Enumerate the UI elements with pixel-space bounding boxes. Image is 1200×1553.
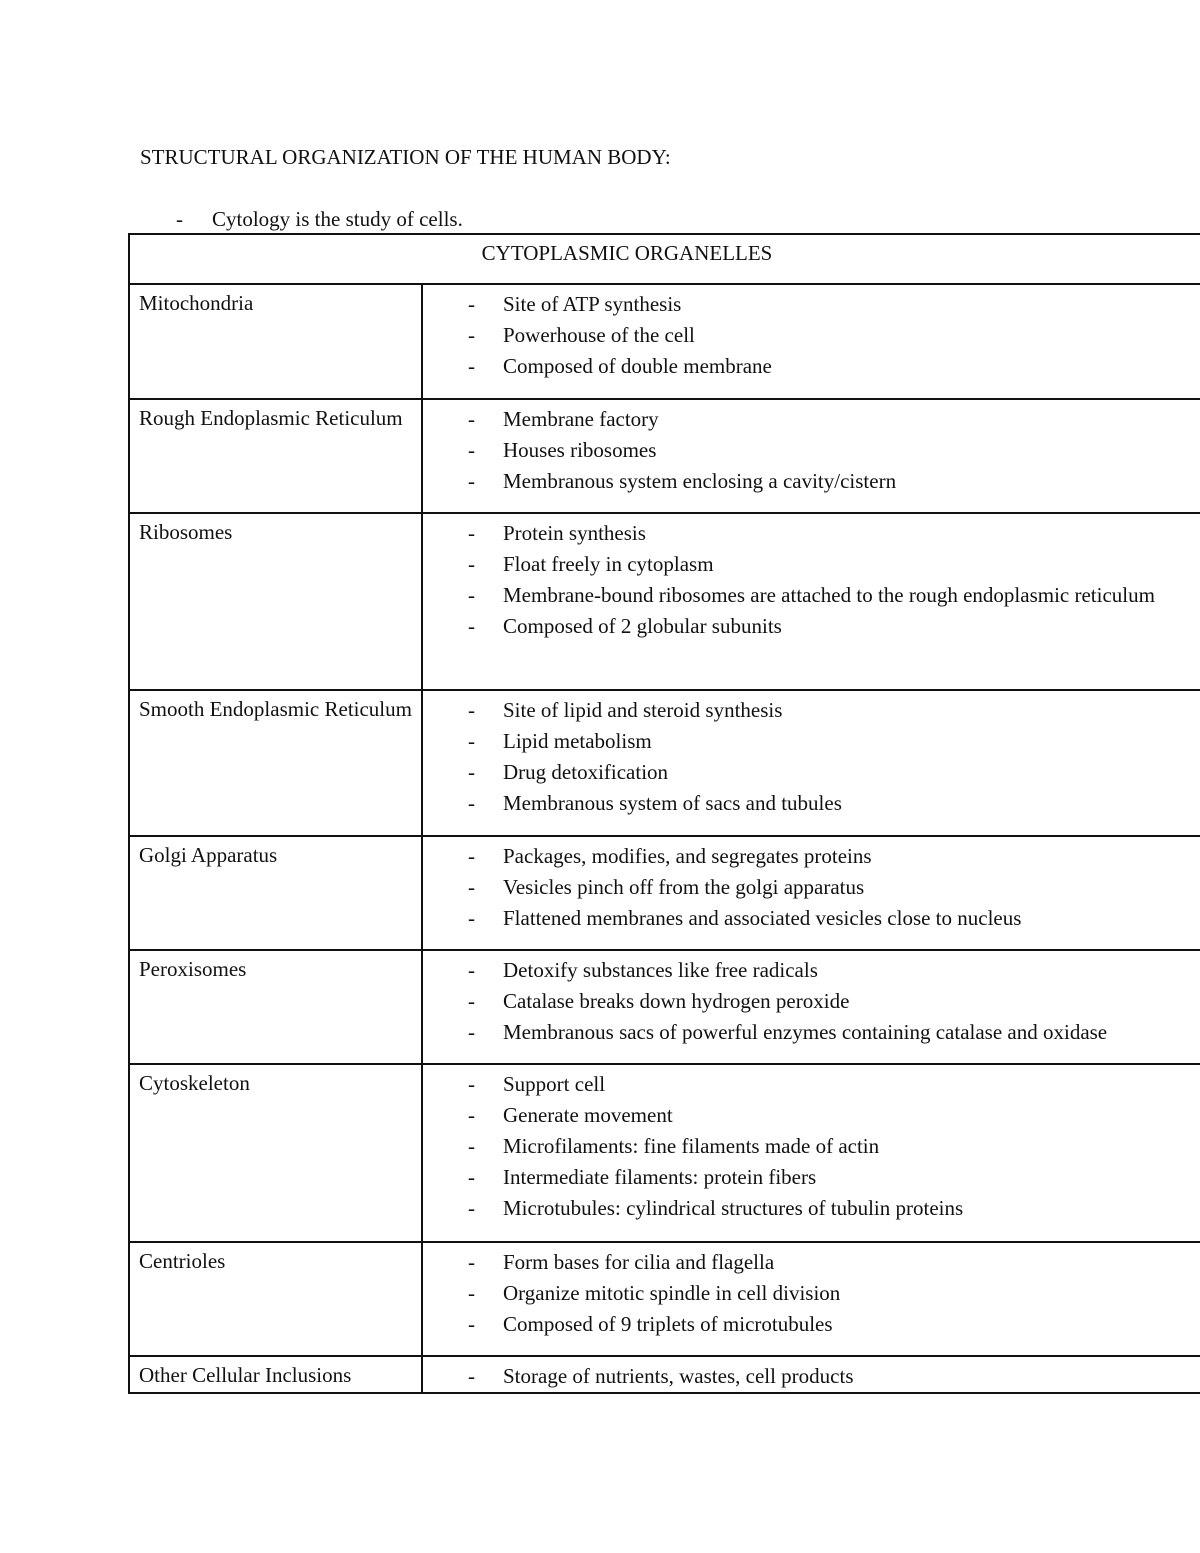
list-item: - Microtubules: cylindrical structures of tubulin proteins — [423, 1193, 1200, 1224]
list-item: - Generate movement — [423, 1100, 1200, 1131]
description-list — [423, 1361, 1200, 1392]
list-item: - Microfilaments: fine filaments made of actin — [423, 1131, 1200, 1162]
description-list — [423, 955, 1200, 1048]
list-item: - Form bases for cilia and flagella — [423, 1247, 1200, 1278]
list-item: - Packages, modifies, and segregates proteins — [423, 841, 1200, 872]
list-item: - Catalase breaks down hydrogen peroxide — [423, 986, 1200, 1017]
list-item: - Detoxify substances like free radicals — [423, 955, 1200, 986]
organelle-name: Smooth Endoplasmic Reticulum — [129, 690, 422, 836]
list-item: - Protein synthesis — [423, 518, 1200, 549]
intro-dash: - — [176, 207, 183, 231]
organelle-name: Other Cellular Inclusions — [129, 1356, 422, 1393]
list-item: - Drug detoxification — [423, 757, 1200, 788]
list-item: - Storage of nutrients, wastes, cell products — [423, 1361, 1200, 1392]
description-list — [423, 289, 1200, 382]
list-item: - Vesicles pinch off from the golgi apparatus — [423, 872, 1200, 903]
organelle-name: Mitochondria — [129, 284, 422, 399]
table-row — [129, 1242, 1200, 1356]
table-row — [129, 1356, 1200, 1393]
organelle-name: Ribosomes — [129, 513, 422, 690]
list-item: - Site of ATP synthesis — [423, 289, 1200, 320]
list-item: - Membrane-bound ribosomes are attached to the rough endoplasmic reticulum — [423, 580, 1200, 611]
table-row — [129, 513, 1200, 690]
organelle-description — [422, 1064, 1200, 1242]
description-list — [423, 1069, 1200, 1224]
list-item: - Houses ribosomes — [423, 435, 1200, 466]
list-item: - Membranous system of sacs and tubules — [423, 788, 1200, 819]
table-row — [129, 399, 1200, 513]
organelle-description — [422, 1242, 1200, 1356]
organelle-name: Golgi Apparatus — [129, 836, 422, 950]
list-item: - Membranous sacs of powerful enzymes containing catalase and oxidase — [423, 1017, 1200, 1048]
list-item: - Composed of double membrane — [423, 351, 1200, 382]
table-header: CYTOPLASMIC ORGANELLES — [129, 234, 1200, 284]
intro-bullet — [176, 205, 463, 233]
list-item: - Membrane factory — [423, 404, 1200, 435]
intro-text: Cytology is the study of cells. — [212, 207, 463, 231]
organelle-description — [422, 284, 1200, 399]
organelle-name: Peroxisomes — [129, 950, 422, 1064]
organelle-name: Rough Endoplasmic Reticulum — [129, 399, 422, 513]
table-row — [129, 1064, 1200, 1242]
organelle-description — [422, 1356, 1200, 1393]
table-row — [129, 836, 1200, 950]
list-item: - Powerhouse of the cell — [423, 320, 1200, 351]
organelle-description — [422, 690, 1200, 836]
page-title: STRUCTURAL ORGANIZATION OF THE HUMAN BODY: — [140, 145, 671, 169]
list-item: - Intermediate filaments: protein fibers — [423, 1162, 1200, 1193]
organelle-description — [422, 399, 1200, 513]
description-list — [423, 841, 1200, 934]
list-item: - Organize mitotic spindle in cell division — [423, 1278, 1200, 1309]
list-item: - Support cell — [423, 1069, 1200, 1100]
list-item: - Site of lipid and steroid synthesis — [423, 695, 1200, 726]
list-item: - Flattened membranes and associated vesicles close to nucleus — [423, 903, 1200, 934]
list-item: - Composed of 9 triplets of microtubules — [423, 1309, 1200, 1340]
description-list — [423, 695, 1200, 819]
table-row — [129, 950, 1200, 1064]
table-header-row — [129, 234, 1200, 284]
organelle-description — [422, 836, 1200, 950]
description-list — [423, 1247, 1200, 1340]
description-list — [423, 518, 1200, 642]
organelle-description — [422, 950, 1200, 1064]
organelle-name: Cytoskeleton — [129, 1064, 422, 1242]
organelle-table — [128, 233, 1200, 1394]
table-row — [129, 690, 1200, 836]
list-item: - Lipid metabolism — [423, 726, 1200, 757]
organelle-description — [422, 513, 1200, 690]
list-item: - Float freely in cytoplasm — [423, 549, 1200, 580]
description-list — [423, 404, 1200, 497]
table-row — [129, 284, 1200, 399]
organelle-name: Centrioles — [129, 1242, 422, 1356]
list-item: - Composed of 2 globular subunits — [423, 611, 1200, 642]
list-item: - Membranous system enclosing a cavity/cistern — [423, 466, 1200, 497]
